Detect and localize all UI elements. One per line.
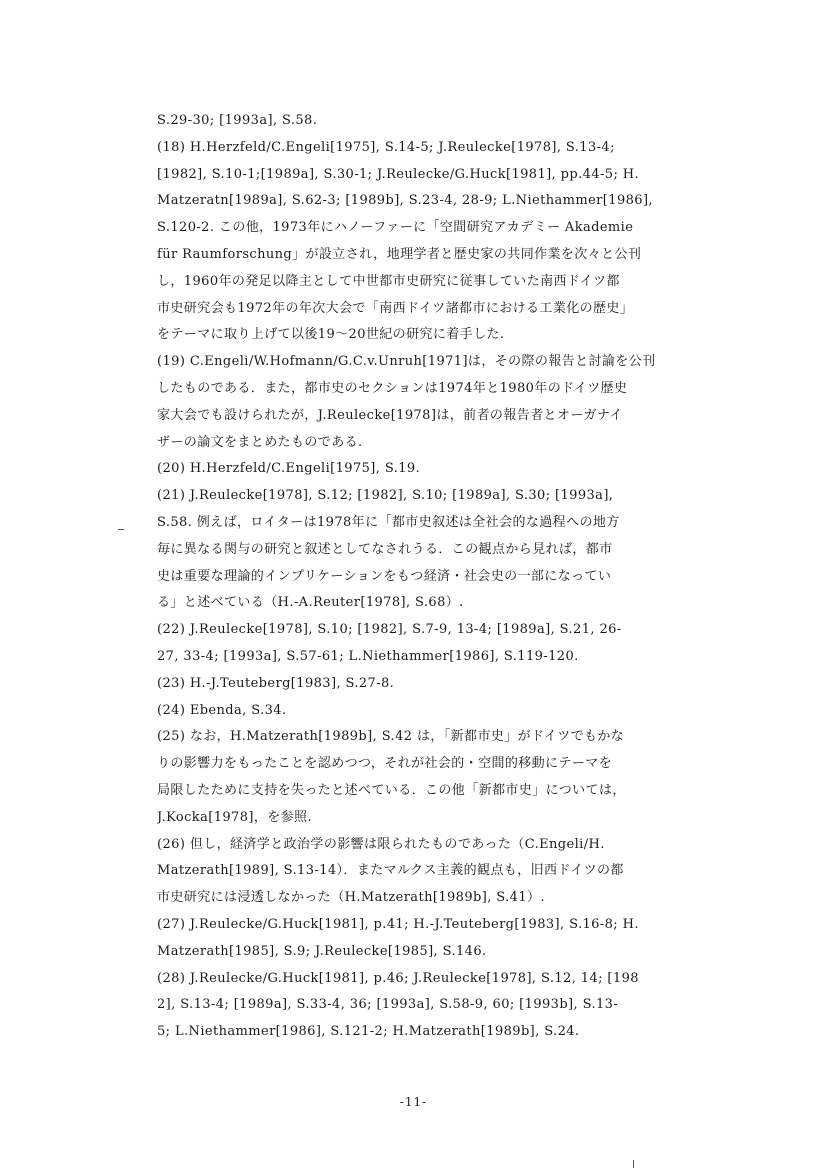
footnote-23: (23) H.-J.Teuteberg[1983], S.27-8.	[157, 675, 395, 691]
text-line: をテーマに取り上げて以後19～20世紀の研究に着手した.	[157, 327, 505, 343]
text-line: りの影響力をもったことを認めつつ，それが社会的・空間的移動にテーマを	[157, 756, 613, 772]
text-line: J.Kocka[1978]，を参照.	[157, 809, 312, 825]
text-line: し，1960年の発足以降主として中世都市史研究に従事していた南西ドイツ都	[157, 273, 620, 289]
footnote-24: (24) Ebenda, S.34.	[157, 702, 287, 718]
text-line: ザーの論文をまとめたものである.	[157, 434, 363, 450]
text-line: Matzerath[1989], S.13-14）．またマルクス主義的観点も，旧西ドイツの都	[157, 863, 624, 879]
scan-artifact-mark	[118, 529, 124, 530]
scan-artifact-mark	[633, 1160, 634, 1168]
footnote-18: (18) H.Herzfeld/C.Engeli[1975], S.14-5; J.Reulecke[1978], S.13-4;	[157, 139, 615, 155]
footnote-22: (22) J.Reulecke[1978], S.10; [1982], S.7-9, 13-4; [1989a], S.21, 26-	[157, 622, 622, 638]
footnote-26: (26) 但し，経済学と政治学の影響は限られたものであった（C.Engeli/H.	[157, 836, 605, 852]
text-line: 市史研究には浸透しなかった（H.Matzerath[1989b], S.41）.	[157, 890, 545, 906]
text-line: 史は重要な理論的インプリケーションをもつ経済・社会史の一部になってい	[157, 568, 612, 584]
text-line: 局限したために支持を失ったと述べている．この他「新都市史」については，	[157, 782, 626, 798]
text-line: für Raumforschung」が設立され，地理学者と歴史家の共同作業を次々と公刊	[157, 246, 642, 262]
text-line: 2], S.13-4; [1989a], S.33-4, 36; [1993a], S.58-9, 60; [1993b], S.13-	[157, 997, 619, 1013]
footnote-19: (19) C.Engeli/W.Hofmann/G.C.v.Unruh[1971]は，その際の報告と討論を公刊	[157, 354, 656, 370]
text-line: 5; L.Niethammer[1986], S.121-2; H.Matzerath[1989b], S.24.	[157, 1024, 580, 1040]
footnote-21: (21) J.Reulecke[1978], S.12; [1982], S.10; [1989a], S.30; [1993a],	[157, 488, 614, 504]
text-line: [1982], S.10-1;[1989a], S.30-1; J.Reulecke/G.Huck[1981], pp.44-5; H.	[157, 166, 640, 182]
text-line: 市史研究会も1972年の年次大会で「南西ドイツ諸都市における工業化の歴史」	[157, 300, 634, 316]
page-number: -11-	[399, 1095, 428, 1109]
text-line: S.29-30; [1993a], S.58.	[157, 113, 318, 128]
text-line: 27, 33-4; [1993a], S.57-61; L.Niethammer[1986], S.119-120.	[157, 648, 579, 664]
text-line: したものである．また，都市史のセクションは1974年と1980年のドイツ歴史	[157, 380, 628, 396]
footnote-25: (25) なお，H.Matzerath[1989b], S.42 は，「新都市史」がドイツでもかな	[157, 729, 625, 745]
text-line: Matzeratn[1989a], S.62-3; [1989b], S.23-4, 28-9; L.Niethammer[1986],	[157, 193, 653, 209]
footnote-20: (20) H.Herzfeld/C.Engeli[1975], S.19.	[157, 461, 421, 477]
footnote-27: (27) J.Reulecke/G.Huck[1981], p.41; H.-J.Teuteberg[1983], S.16-8; H.	[157, 916, 639, 932]
text-line: S.58. 例えば，ロイターは1978年に「都市史叙述は全社会的な過程への地方	[157, 514, 620, 530]
footnote-text-block	[157, 108, 745, 1046]
text-line: S.120-2. この他，1973年にハノーファーに「空間研究アカデミー Akademie	[157, 220, 634, 236]
text-line: Matzerath[1985], S.9; J.Reulecke[1985], S.146.	[157, 943, 487, 959]
text-line: 毎に異なる関与の研究と叙述としてなされうる．この観点から見れば，都市	[157, 541, 613, 557]
text-line: 家大会でも設けられたが，J.Reulecke[1978]は，前者の報告者とオーガナイ	[157, 407, 623, 423]
footnote-28: (28) J.Reulecke/G.Huck[1981], p.46; J.Reulecke[1978], S.12, 14; [198	[157, 970, 639, 986]
text-line: る」と述べている（H.-A.Reuter[1978], S.68）.	[157, 595, 464, 611]
